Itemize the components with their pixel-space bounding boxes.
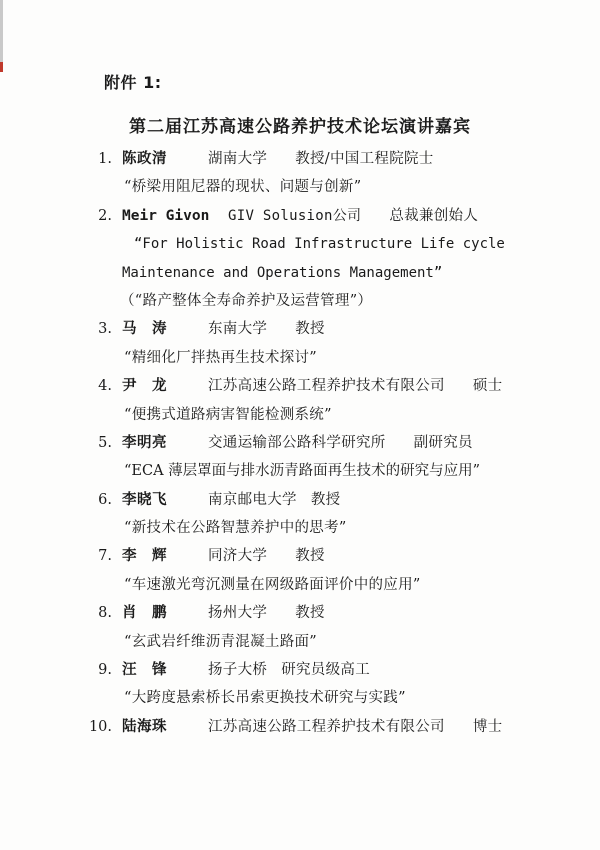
speaker-topic-line: “For Holistic Road Infrastructure Life cycle — [134, 236, 505, 253]
speaker-topic: “桥梁用阻尼器的现状、问题与创新” — [124, 179, 362, 196]
speaker-number: 9. — [98, 662, 112, 679]
speaker-entry — [0, 315, 600, 372]
page-edge-mark — [0, 0, 3, 62]
speaker-number: 4. — [98, 378, 112, 395]
speaker-topic: “ECA 薄层罩面与排水沥青路面再生技术的研究与应用” — [124, 463, 481, 480]
speaker-entry — [0, 713, 600, 741]
speaker-entry — [0, 145, 600, 202]
speaker-list — [0, 145, 600, 741]
speaker-topic: “车速激光弯沉测量在网级路面评价中的应用” — [124, 576, 421, 593]
speaker-entry — [0, 656, 600, 713]
speaker-entry — [0, 599, 600, 656]
speaker-topic: “便携式道路病害智能检测系统” — [124, 406, 332, 423]
speaker-role: 硕士 — [472, 378, 503, 395]
speaker-number: 8. — [98, 605, 112, 622]
speaker-affiliation: 江苏高速公路工程养护技术有限公司 — [208, 718, 445, 735]
speaker-role: 教授/中国工程院院士 — [295, 151, 434, 167]
attachment-label: 附件 1: — [104, 73, 162, 92]
speaker-role: 博士 — [472, 718, 503, 735]
speaker-name: 陆海珠 — [122, 718, 167, 735]
speaker-role: 教授 — [295, 548, 325, 565]
speaker-name: Meir Givon — [122, 207, 210, 224]
speaker-name: 李 辉 — [122, 548, 167, 565]
speaker-number: 3. — [98, 321, 112, 338]
speaker-number: 1. — [98, 151, 112, 167]
speaker-number: 7. — [98, 548, 112, 565]
speaker-role: 教授 — [295, 605, 325, 622]
speaker-topic: “大跨度悬索桥长吊索更换技术研究与实践” — [124, 690, 406, 707]
speaker-affiliation: 南京邮电大学 — [208, 491, 297, 508]
speaker-topic: “玄武岩纤维沥青混凝土路面” — [124, 633, 318, 650]
speaker-entry — [0, 542, 600, 599]
speaker-topic-line: Maintenance and Operations Management” — [122, 264, 443, 281]
speaker-affiliation: 江苏高速公路工程养护技术有限公司 — [208, 378, 445, 395]
speaker-role: 研究员级高工 — [281, 662, 371, 679]
speaker-topic: “新技术在公路智慧养护中的思考” — [124, 520, 347, 537]
speaker-affiliation: 东南大学 — [208, 321, 268, 338]
speaker-number: 10. — [88, 718, 112, 735]
speaker-affiliation: 交通运输部公路科学研究所 — [208, 434, 386, 451]
speaker-name: 李晓飞 — [122, 491, 167, 508]
speaker-entry — [0, 372, 600, 429]
speaker-affiliation: 湖南大学 — [208, 151, 268, 167]
speaker-affiliation: GIV Solusion公司 — [228, 207, 362, 224]
speaker-name: 马 涛 — [122, 321, 167, 338]
speaker-name: 李明亮 — [122, 434, 167, 451]
red-edge-mark — [0, 62, 3, 72]
speaker-affiliation: 扬州大学 — [208, 605, 268, 622]
speaker-topic-line: （“路产整体全寿命养护及运营管理”） — [120, 292, 373, 309]
speaker-role: 教授 — [310, 491, 341, 508]
document-title: 第二届江苏高速公路养护技术论坛演讲嘉宾 — [129, 117, 471, 137]
speaker-name: 汪 锋 — [122, 662, 167, 679]
speaker-number: 2. — [98, 207, 112, 224]
speaker-name: 肖 鹏 — [122, 605, 167, 622]
speaker-number: 5. — [98, 434, 112, 451]
speaker-affiliation: 同济大学 — [208, 548, 268, 565]
speaker-name: 尹 龙 — [122, 378, 167, 395]
speaker-role: 总裁兼创始人 — [389, 207, 479, 224]
speaker-entry — [0, 202, 600, 316]
speaker-entry — [0, 486, 600, 543]
speaker-number: 6. — [98, 491, 112, 508]
speaker-name: 陈政清 — [122, 151, 167, 167]
speaker-affiliation: 扬子大桥 — [208, 662, 268, 679]
speaker-role: 教授 — [295, 321, 325, 338]
speaker-role: 副研究员 — [413, 434, 473, 451]
speaker-entry — [0, 429, 600, 486]
speaker-topic: “精细化厂拌热再生技术探讨” — [124, 349, 318, 366]
